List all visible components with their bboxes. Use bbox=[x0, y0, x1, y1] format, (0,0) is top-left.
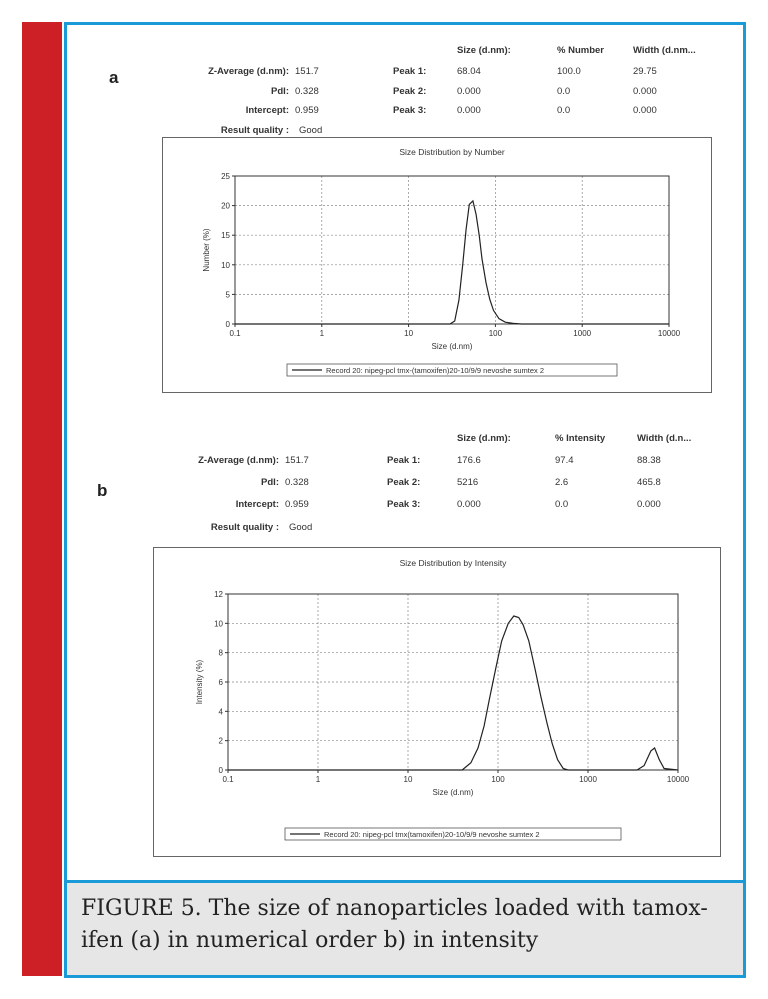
panel-b-peak3-size: 0.000 bbox=[457, 499, 481, 510]
chart-a-xtick-label: 10000 bbox=[657, 329, 681, 338]
panel-a-peak2-width: 0.000 bbox=[633, 86, 657, 97]
panel-a-col-width: Width (d.nm... bbox=[633, 45, 696, 56]
panel-b-intercept-value: 0.959 bbox=[285, 499, 309, 510]
chart-a-ytick-label: 10 bbox=[221, 260, 230, 270]
chart-a-xtick-label: 0.1 bbox=[229, 329, 241, 338]
chart-a-ylabel: Number (%) bbox=[202, 228, 211, 272]
chart-a-legend-label: Record 20: nipeg-pcl tmx-(tamoxifen)20-10/9/9 nevoshe sumtex 2 bbox=[326, 366, 545, 375]
panel-a-peak1-width: 29.75 bbox=[633, 66, 657, 77]
chart-a-series-line bbox=[235, 201, 669, 324]
panel-a-zavg-value: 151.7 bbox=[295, 66, 319, 77]
chart-a-ytick-label: 25 bbox=[221, 172, 230, 181]
chart-a-ytick-label: 20 bbox=[221, 201, 230, 211]
panel-b-peak2-width: 465.8 bbox=[637, 477, 661, 488]
panel-a-pdi-label: PdI: bbox=[271, 86, 289, 97]
panel-b-peak1-width: 88.38 bbox=[637, 455, 661, 466]
chart-b-ytick-label: 10 bbox=[214, 619, 223, 629]
panel-b-peak2-size: 5216 bbox=[457, 477, 479, 488]
panel-a-peak3-width: 0.000 bbox=[633, 105, 657, 116]
chart-b-ytick-label: 2 bbox=[218, 736, 223, 746]
panel-a-peak3-size: 0.000 bbox=[457, 105, 481, 116]
panel-a-peak2-label: Peak 2: bbox=[393, 86, 427, 97]
chart-b-box bbox=[153, 547, 721, 857]
chart-a-xtick-label: 1000 bbox=[573, 329, 592, 338]
panel-b-peak3-pct: 0.0 bbox=[555, 499, 569, 510]
panel-a-peak3-label: Peak 3: bbox=[393, 105, 427, 116]
panel-a-intercept-label: Intercept: bbox=[245, 105, 289, 116]
panel-a-quality-value: Good bbox=[299, 125, 323, 136]
panel-b-peak1-pct: 97.4 bbox=[555, 455, 574, 466]
panel-a-col-pct: % Number bbox=[557, 45, 604, 56]
chart-a-plot-frame bbox=[235, 176, 669, 324]
chart-a-xtick-label: 100 bbox=[488, 329, 503, 338]
panel-b-zavg-label: Z-Average (d.nm): bbox=[198, 455, 279, 466]
panel-a-peak1-label: Peak 1: bbox=[393, 66, 427, 77]
panel-b-col-pct: % Intensity bbox=[555, 433, 606, 444]
panel-b-peak3-width: 0.000 bbox=[637, 499, 661, 510]
chart-b-xtick-label: 0.1 bbox=[222, 775, 234, 784]
chart-a-ytick-label: 5 bbox=[225, 290, 230, 300]
panel-b-peak2-pct: 2.6 bbox=[555, 477, 569, 488]
panel-b-peak2-label: Peak 2: bbox=[387, 477, 421, 488]
red-accent-bar bbox=[22, 22, 62, 976]
panel-b-peak3-label: Peak 3: bbox=[387, 499, 421, 510]
chart-a-xtick-label: 10 bbox=[404, 329, 414, 338]
chart-b-xlabel: Size (d.nm) bbox=[432, 788, 474, 797]
panel-b-pdi-value: 0.328 bbox=[285, 477, 309, 488]
panel-a-zavg-label: Z-Average (d.nm): bbox=[208, 66, 289, 77]
panel-a-peak3-pct: 0.0 bbox=[557, 105, 571, 116]
panel-b-letter: b bbox=[97, 481, 108, 500]
panel-b-quality-label: Result quality : bbox=[210, 522, 279, 533]
chart-b-ytick-label: 0 bbox=[218, 766, 223, 775]
panel-a-peak2-size: 0.000 bbox=[457, 86, 481, 97]
panel-b-col-width: Width (d.n... bbox=[637, 433, 692, 444]
chart-b-series-line bbox=[228, 616, 678, 770]
panel-b-intercept-label: Intercept: bbox=[235, 499, 279, 510]
panel-b-col-size: Size (d.nm): bbox=[457, 433, 511, 444]
chart-b-ytick-label: 6 bbox=[218, 678, 223, 687]
chart-b-xtick-label: 10 bbox=[403, 775, 413, 784]
chart-a-title: Size Distribution by Number bbox=[399, 147, 505, 157]
chart-a-svg bbox=[163, 138, 711, 392]
figure-caption-box bbox=[67, 880, 743, 975]
panel-a-col-size: Size (d.nm): bbox=[457, 45, 511, 56]
chart-b-xtick-label: 1 bbox=[315, 775, 321, 784]
chart-a-ytick-label: 0 bbox=[225, 320, 230, 329]
figure-caption: FIGURE 5. The size of nanoparticles loaded with tamox-ifen (a) in numerical order b) in intensity bbox=[81, 896, 708, 953]
chart-a-box bbox=[162, 137, 712, 393]
chart-a-xlabel: Size (d.nm) bbox=[431, 342, 473, 351]
panel-a-quality-label: Result quality : bbox=[220, 125, 289, 136]
figure-frame bbox=[64, 22, 746, 978]
chart-b-legend-label: Record 20: nipeg-pcl tmx(tamoxifen)20-10/9/9 nevoshe sumtex 2 bbox=[324, 830, 540, 839]
chart-a-xtick-label: 1 bbox=[319, 329, 325, 338]
chart-b-ylabel: Intensity (%) bbox=[195, 659, 204, 705]
panel-b-quality-value: Good bbox=[289, 522, 313, 533]
panel-a-pdi-value: 0.328 bbox=[295, 86, 319, 97]
panel-a-letter: a bbox=[109, 68, 119, 87]
chart-b-ytick-label: 4 bbox=[218, 707, 223, 717]
chart-b-title: Size Distribution by Intensity bbox=[399, 558, 507, 568]
panel-b-peak1-size: 176.6 bbox=[457, 455, 481, 466]
panel-b-peak1-label: Peak 1: bbox=[387, 455, 421, 466]
chart-b-xtick-label: 100 bbox=[491, 775, 505, 784]
chart-b-xtick-label: 1000 bbox=[579, 775, 597, 784]
chart-b-ytick-label: 12 bbox=[214, 590, 223, 599]
chart-a-ytick-label: 15 bbox=[221, 231, 230, 241]
panel-a-peak2-pct: 0.0 bbox=[557, 86, 571, 97]
panel-b-pdi-label: PdI: bbox=[261, 477, 279, 488]
chart-b-ytick-label: 8 bbox=[218, 648, 223, 658]
panel-a-peak1-size: 68.04 bbox=[457, 66, 481, 77]
panel-b-zavg-value: 151.7 bbox=[285, 455, 309, 466]
chart-b-svg bbox=[154, 548, 720, 856]
panel-a-peak1-pct: 100.0 bbox=[557, 66, 581, 77]
panel-a-intercept-value: 0.959 bbox=[295, 105, 319, 116]
chart-b-xtick-label: 10000 bbox=[666, 775, 690, 784]
